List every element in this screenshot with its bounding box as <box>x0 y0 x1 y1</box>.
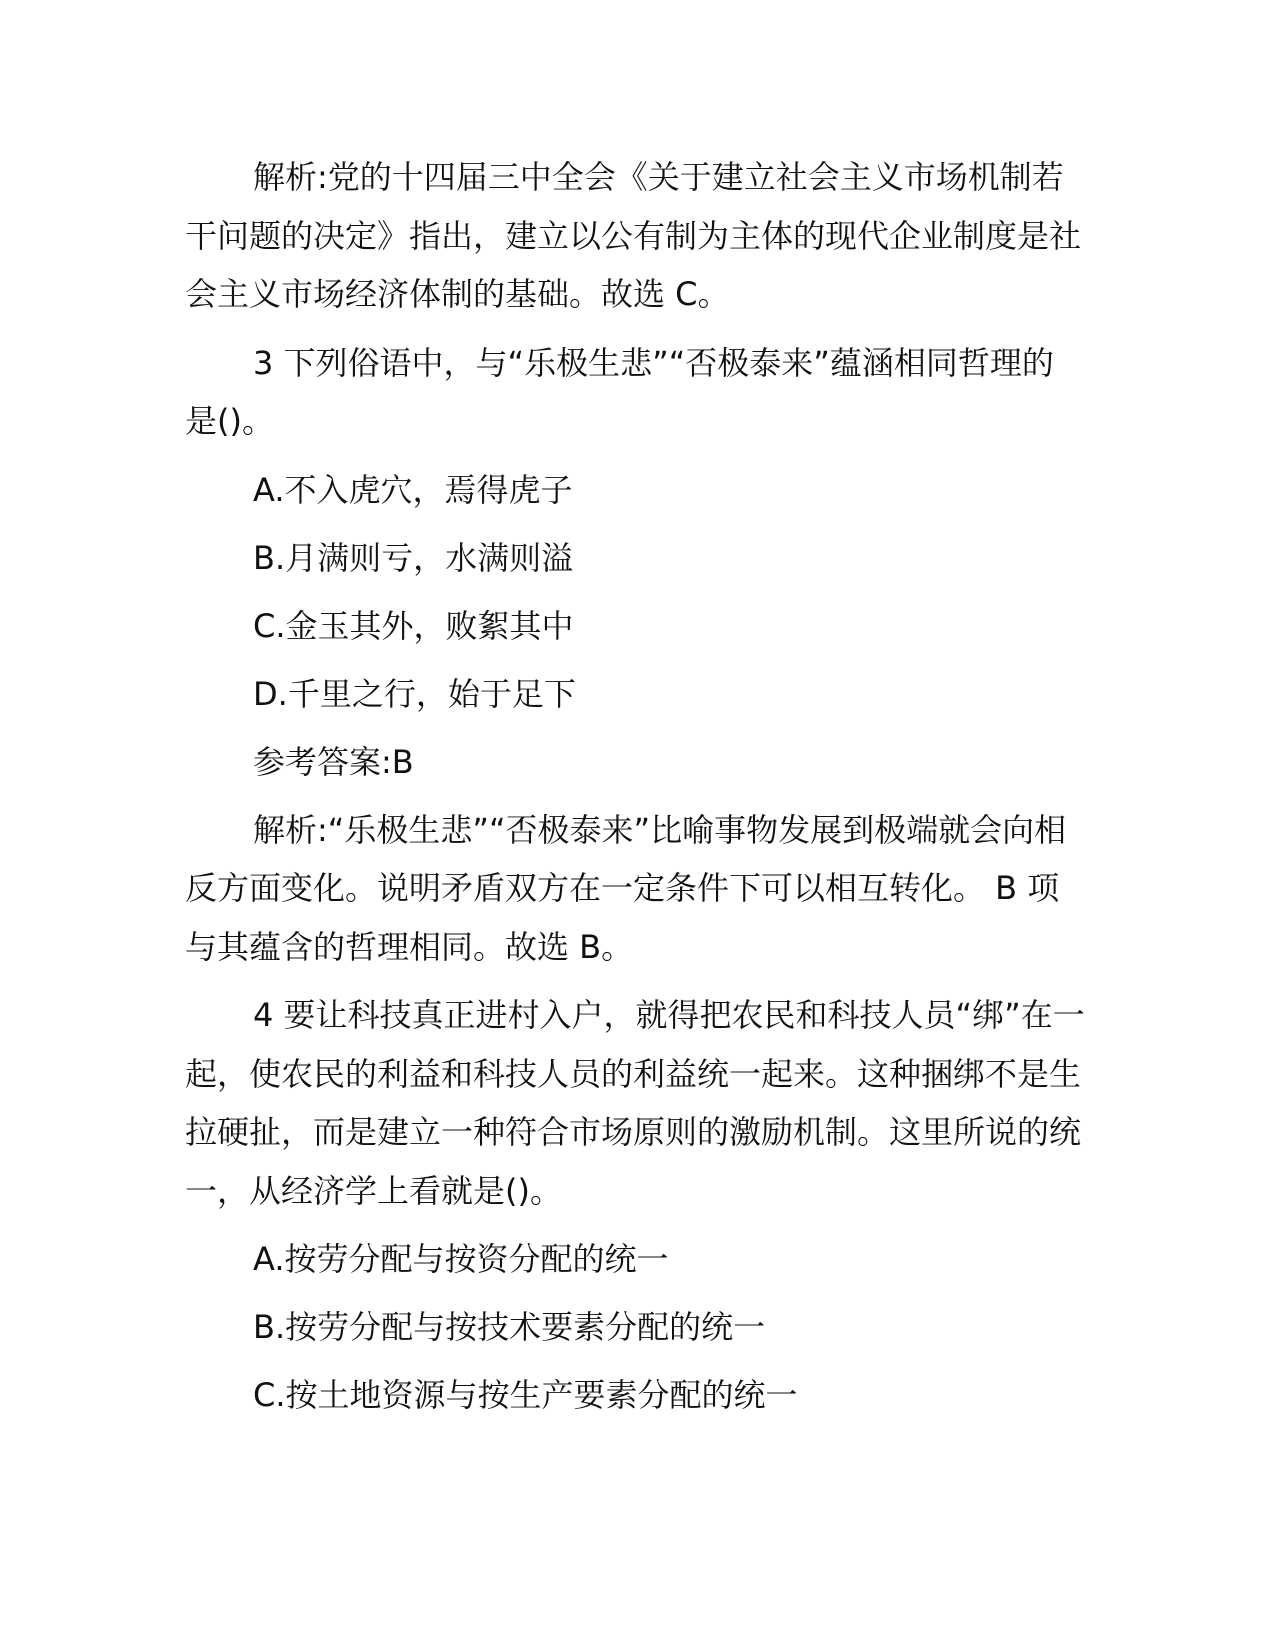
question-4-stem: 4 要让科技真正进村入户，就得把农民和科技人员“绑”在一起，使农民的利益和科技人员的利益统一起来。这种捆绑不是生拉硬扯，而是建立一种符合市场原则的激励机制。这里所说的统一，从经济学上看就是()。 <box>185 996 1085 1210</box>
analysis-q3: 解析:“乐极生悲”“否极泰来”比喻事物发展到极端就会向相反方面变化。说明矛盾双方在一定条件下可以相互转化。 B 项与其蕴含的哲理相同。故选 B。 <box>185 810 1067 966</box>
question-3-option-a: A.不入虎穴，焉得虎子 <box>253 470 573 509</box>
question-3-option-b: B.月满则亏，水满则溢 <box>253 538 574 577</box>
question-3-answer: 参考答案:B <box>253 742 414 781</box>
question-4-option-a: A.按劳分配与按资分配的统一 <box>253 1240 669 1278</box>
question-3-option-d: D.千里之行，始于足下 <box>253 674 576 713</box>
question-3-stem: 3 下列俗语中，与“乐极生悲”“否极泰来”蕴涵相同哲理的是()。 <box>185 343 1054 440</box>
analysis-q2: 解析:党的十四届三中全会《关于建立社会主义市场机制若干问题的决定》指出，建立以公有制为主体的现代企业制度是社会主义市场经济体制的基础。故选 C。 <box>185 158 1082 313</box>
question-4-option-c: C.按土地资源与按生产要素分配的统一 <box>253 1376 798 1414</box>
document-page <box>185 148 1085 1434</box>
question-4-option-b: B.按劳分配与按技术要素分配的统一 <box>253 1308 766 1346</box>
question-3-option-c: C.金玉其外，败絮其中 <box>253 606 574 645</box>
